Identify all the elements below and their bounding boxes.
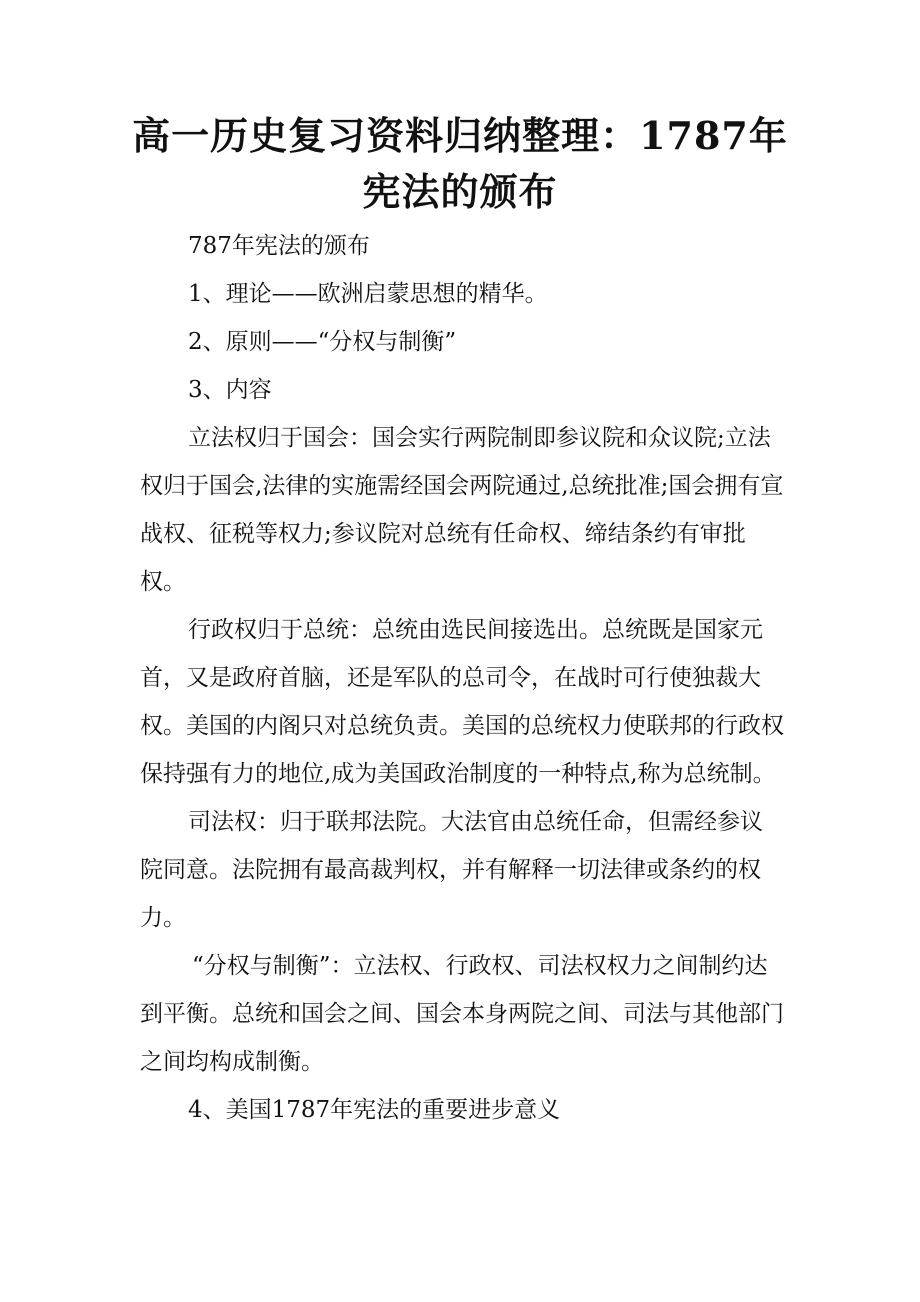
paragraph-judicial-power: 司法权：归于联邦法院。大法官由总统任命，但需经参议院同意。法院拥有最高裁判权，并有解释一切法律或条约的权力。 <box>140 809 763 931</box>
paragraph-theory: 1、理论——欧洲启蒙思想的精华。 <box>188 281 548 307</box>
paragraph-checks-balances: “分权与制衡”：立法权、行政权、司法权权力之间制约达到平衡。总统和国会之间、国会本身两院之间、司法与其他部门之间均构成制衡。 <box>140 953 784 1075</box>
paragraph-principle: 2、原则——“分权与制衡” <box>188 329 457 355</box>
paragraph-legislative-power: 立法权归于国会：国会实行两院制即参议院和众议院;立法权归于国会,法律的实施需经国会两院通过,总统批准;国会拥有宣战权、征税等权力;参议院对总统有任命权、缔结条约有审批权。 <box>140 425 784 595</box>
document-body <box>140 222 784 1134</box>
paragraph-significance-heading: 4、美国1787年宪法的重要进步意义 <box>188 1097 561 1123</box>
paragraph-subtitle: 787年宪法的颁布 <box>188 233 370 259</box>
paragraph-content-heading: 3、内容 <box>188 377 272 403</box>
document-title: 高一历史复习资料归纳整理：1787年宪法的颁布 <box>132 113 788 214</box>
paragraph-executive-power: 行政权归于总统：总统由选民间接选出。总统既是国家元首，又是政府首脑，还是军队的总司令，在战时可行使独裁大权。美国的内阁只对总统负责。美国的总统权力使联邦的行政权保持强有力的地位,成为美国政治制度的一种特点,称为总统制。 <box>140 617 784 787</box>
